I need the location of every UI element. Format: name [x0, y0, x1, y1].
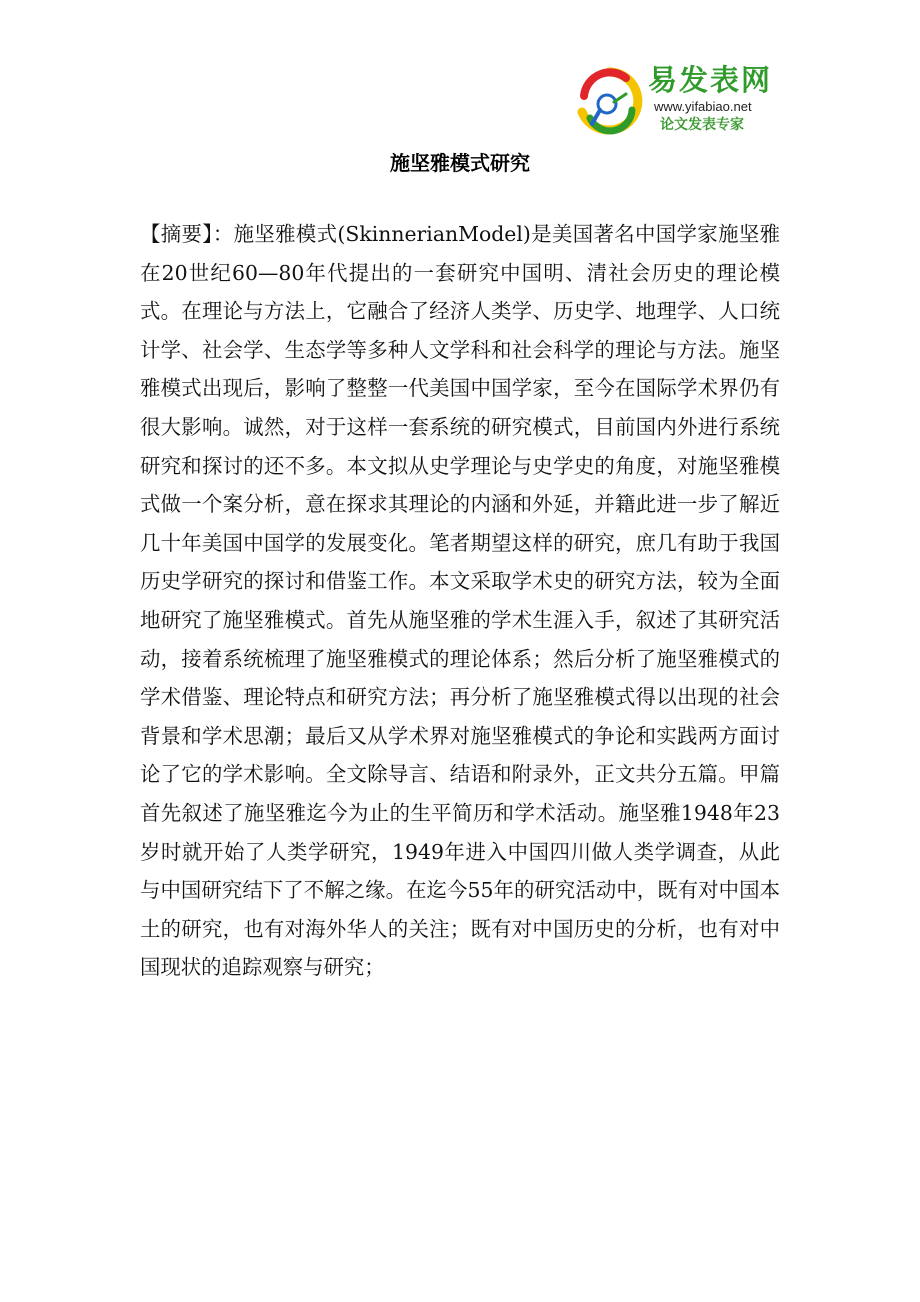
logo-brand-name: 易发表网 [648, 63, 773, 97]
abstract-label: 【摘要】： [140, 222, 234, 246]
logo-slogan: 论文发表专家 [660, 117, 744, 133]
logo-url: www.yifabiao.net [654, 99, 752, 114]
document-title: 施坚雅模式研究 [390, 151, 530, 175]
site-logo [574, 62, 784, 140]
abstract-paragraph [140, 215, 780, 987]
logo-swirl-icon [574, 66, 644, 136]
abstract-text: 施坚雅模式(SkinnerianModel)是美国著名中国学家施坚雅在20世纪60—80年代提出的一套研究中国明、清社会历史的理论模式。在理论与方法上，它融合了经济人类学、历史学、地理学、人口统计学、社会学、生态学等多种人文学科和社会科学的理论与方法。施坚雅模式出现后，影响了整整一代美国中国学家，至今在国际学术界仍有很大影响。诚然，对于这样一套系统的研究模式，目前国内外进行系统研究和探讨的还不多。本文拟从史学理论与史学史的角度，对施坚雅模式做一个案分析，意在探求其理论的内涵和外延，并籍此进一步了解近几十年美国中国学的发展变化。笔者期望这样的研究，庶几有助于我国历史学研究的探讨和借鉴工作。本文采取学术史的研究方法，较为全面地研究了施坚雅模式。首先从施坚雅的学术生涯入手，叙述了其研究活动，接着系统梳理了施坚雅模式的理论体系；然后分析了施坚雅模式的学术借鉴、理论特点和研究方法；再分析了施坚雅模式得以出现的社会背景和学术思潮；最后又从学术界对施坚雅模式的争论和实践两方面讨论了它的学术影响。全文除导言、结语和附录外，正文共分五篇。甲篇首先叙述了施坚雅迄今为止的生平简历和学术活动。施坚雅1948年23岁时就开始了人类学研究，1949年进入中国四川做人类学调查，从此与中国研究结下了不解之缘。在迄今55年的研究活动中，既有对中国本土的研究，也有对海外华人的关注；既有对中国历史的分析，也有对中国现状的追踪观察与研究； [140, 222, 780, 980]
